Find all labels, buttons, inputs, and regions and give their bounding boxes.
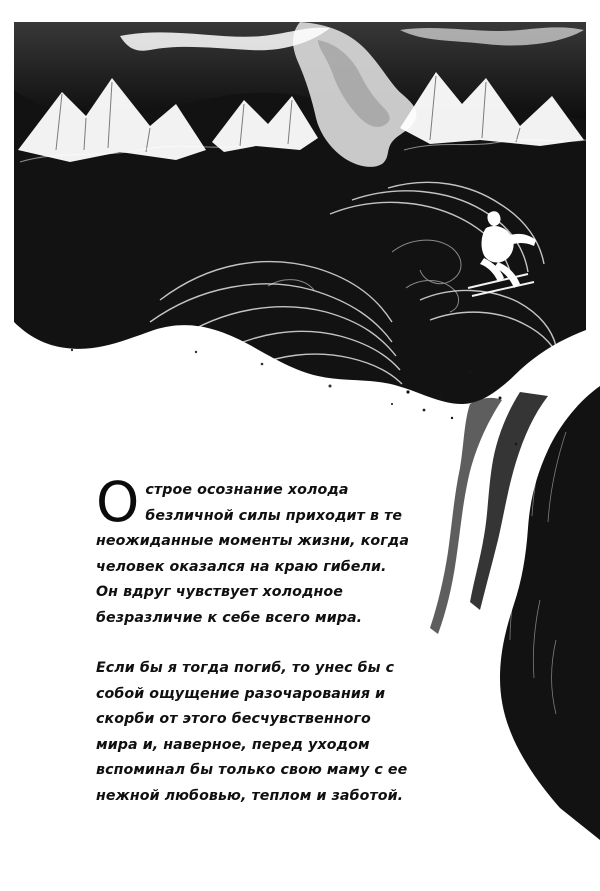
paragraph-1-lead: строе осознание холода	[145, 482, 349, 498]
body-text	[96, 470, 412, 809]
drop-cap: О	[96, 470, 140, 534]
paragraph-2: Если бы я тогда погиб, то унес бы с собой ощущение разочарования и скорби от этого бесчувственного мира и, наверное, перед уходом вспоминал бы только свою маму с ее нежной любовью, теплом и заботой.	[96, 660, 408, 804]
paragraph-1-body: безличной силы приходит в те неожиданные моменты жизни, когда человек оказался на краю гибели. Он вдруг чувствует холодное безразличие к себе всего мира.	[96, 507, 410, 626]
paragraph-1	[96, 470, 412, 631]
